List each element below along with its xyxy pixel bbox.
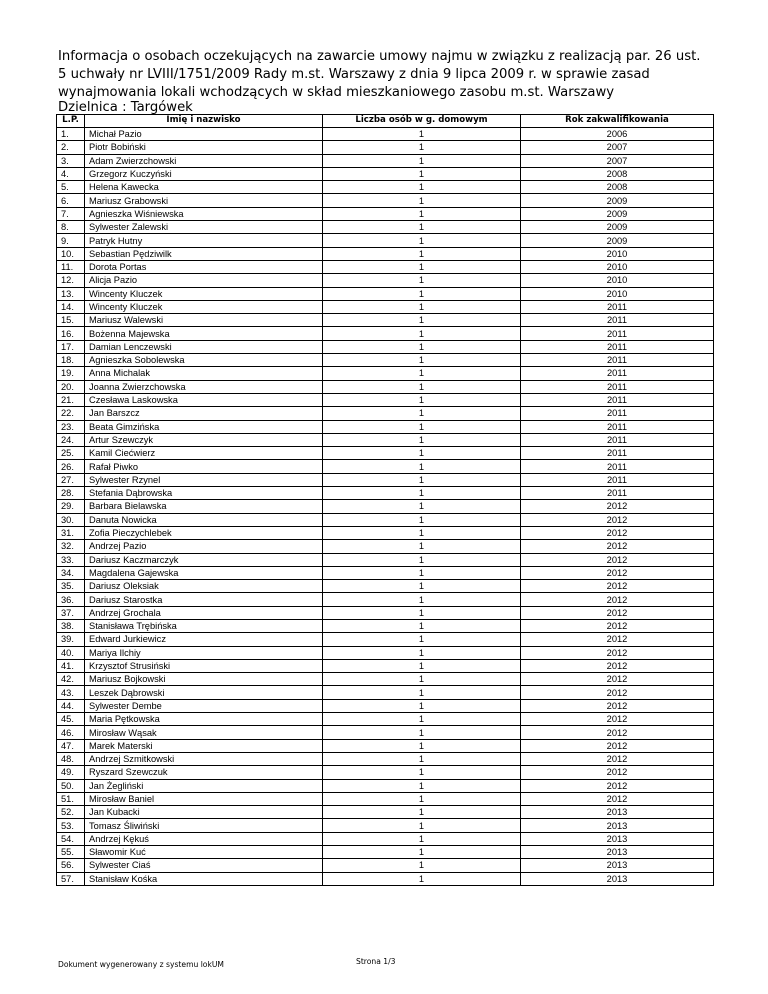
row-household-count: 1 [323, 633, 521, 646]
table-row [57, 713, 714, 726]
row-year: 2008 [521, 181, 714, 194]
row-year: 2011 [521, 354, 714, 367]
row-household-count: 1 [323, 619, 521, 632]
row-household-count: 1 [323, 540, 521, 553]
table-row [57, 473, 714, 486]
row-lp: 54. [57, 832, 85, 845]
row-name: Barbara Bielawska [85, 500, 323, 513]
row-name: Rafał Piwko [85, 460, 323, 473]
row-lp: 18. [57, 354, 85, 367]
row-lp: 12. [57, 274, 85, 287]
row-name: Tomasz Śliwiński [85, 819, 323, 832]
row-year: 2013 [521, 832, 714, 845]
row-lp: 30. [57, 513, 85, 526]
table-row [57, 234, 714, 247]
table-row [57, 526, 714, 539]
row-household-count: 1 [323, 287, 521, 300]
table-row [57, 699, 714, 712]
row-year: 2011 [521, 407, 714, 420]
heading-line-3: wynajmowania lokali wchodzących w skład mieszkaniowego zasobu m.st. Warszawy [58, 85, 615, 100]
row-name: Mariusz Walewski [85, 314, 323, 327]
row-lp: 44. [57, 699, 85, 712]
row-household-count: 1 [323, 872, 521, 885]
row-lp: 46. [57, 726, 85, 739]
row-household-count: 1 [323, 460, 521, 473]
heading-line-1: Informacja o osobach oczekujących na zawarcie umowy najmu w związku z realizacją par. 26 ust. [58, 49, 701, 64]
table-row [57, 686, 714, 699]
row-year: 2007 [521, 141, 714, 154]
row-year: 2009 [521, 194, 714, 207]
row-household-count: 1 [323, 726, 521, 739]
row-year: 2012 [521, 779, 714, 792]
row-lp: 34. [57, 566, 85, 579]
table-row [57, 513, 714, 526]
row-name: Wincenty Kluczek [85, 287, 323, 300]
row-lp: 27. [57, 473, 85, 486]
table-row [57, 181, 714, 194]
row-lp: 45. [57, 713, 85, 726]
row-year: 2012 [521, 752, 714, 765]
row-household-count: 1 [323, 194, 521, 207]
row-name: Michał Pazio [85, 128, 323, 141]
row-household-count: 1 [323, 407, 521, 420]
row-name: Stanisław Kośka [85, 872, 323, 885]
row-household-count: 1 [323, 593, 521, 606]
table-row [57, 207, 714, 220]
row-year: 2012 [521, 673, 714, 686]
row-lp: 25. [57, 447, 85, 460]
row-year: 2011 [521, 367, 714, 380]
row-lp: 28. [57, 487, 85, 500]
row-lp: 53. [57, 819, 85, 832]
row-household-count: 1 [323, 128, 521, 141]
row-name: Sławomir Kuć [85, 846, 323, 859]
table-row [57, 832, 714, 845]
table-row [57, 859, 714, 872]
row-name: Dariusz Kaczmarczyk [85, 553, 323, 566]
row-household-count: 1 [323, 393, 521, 406]
row-year: 2012 [521, 633, 714, 646]
row-lp: 36. [57, 593, 85, 606]
row-household-count: 1 [323, 207, 521, 220]
row-year: 2013 [521, 819, 714, 832]
table-row [57, 673, 714, 686]
row-name: Joanna Zwierzchowska [85, 380, 323, 393]
row-household-count: 1 [323, 447, 521, 460]
table-row [57, 300, 714, 313]
document-heading [58, 48, 712, 102]
row-name: Stefania Dąbrowska [85, 487, 323, 500]
row-name: Bożenna Majewska [85, 327, 323, 340]
table-row [57, 500, 714, 513]
footer-generated-note: Dokument wygenerowany z systemu lokUM [58, 960, 224, 969]
row-lp: 11. [57, 260, 85, 273]
row-year: 2012 [521, 566, 714, 579]
row-lp: 22. [57, 407, 85, 420]
row-year: 2010 [521, 287, 714, 300]
row-lp: 1. [57, 128, 85, 141]
table-row [57, 752, 714, 765]
row-name: Dariusz Starostka [85, 593, 323, 606]
row-household-count: 1 [323, 792, 521, 805]
row-name: Alicja Pazio [85, 274, 323, 287]
table-row [57, 447, 714, 460]
row-household-count: 1 [323, 699, 521, 712]
row-household-count: 1 [323, 846, 521, 859]
table-row [57, 646, 714, 659]
table-row [57, 167, 714, 180]
row-household-count: 1 [323, 806, 521, 819]
row-lp: 15. [57, 314, 85, 327]
row-name: Czesława Laskowska [85, 393, 323, 406]
table-row [57, 314, 714, 327]
row-household-count: 1 [323, 314, 521, 327]
row-household-count: 1 [323, 513, 521, 526]
row-year: 2013 [521, 872, 714, 885]
row-lp: 9. [57, 234, 85, 247]
row-lp: 40. [57, 646, 85, 659]
row-name: Jan Żegliński [85, 779, 323, 792]
row-lp: 3. [57, 154, 85, 167]
row-household-count: 1 [323, 473, 521, 486]
row-year: 2012 [521, 606, 714, 619]
table-row [57, 407, 714, 420]
row-household-count: 1 [323, 859, 521, 872]
row-name: Anna Michalak [85, 367, 323, 380]
row-lp: 51. [57, 792, 85, 805]
row-year: 2011 [521, 314, 714, 327]
row-name: Sylwester Ciaś [85, 859, 323, 872]
row-year: 2011 [521, 327, 714, 340]
row-year: 2013 [521, 859, 714, 872]
row-year: 2012 [521, 553, 714, 566]
row-household-count: 1 [323, 526, 521, 539]
row-year: 2012 [521, 500, 714, 513]
row-lp: 5. [57, 181, 85, 194]
row-name: Andrzej Pazio [85, 540, 323, 553]
row-household-count: 1 [323, 500, 521, 513]
row-name: Mirosław Baniel [85, 792, 323, 805]
table-row [57, 846, 714, 859]
row-name: Kamil Ciećwierz [85, 447, 323, 460]
table-row [57, 141, 714, 154]
row-name: Magdalena Gajewska [85, 566, 323, 579]
table-row [57, 806, 714, 819]
row-lp: 55. [57, 846, 85, 859]
row-year: 2012 [521, 526, 714, 539]
row-name: Marek Materski [85, 739, 323, 752]
table-row [57, 566, 714, 579]
row-year: 2011 [521, 460, 714, 473]
row-household-count: 1 [323, 646, 521, 659]
row-year: 2012 [521, 659, 714, 672]
row-household-count: 1 [323, 167, 521, 180]
row-lp: 8. [57, 221, 85, 234]
row-name: Sylwester Rzynel [85, 473, 323, 486]
row-household-count: 1 [323, 819, 521, 832]
row-household-count: 1 [323, 141, 521, 154]
row-name: Andrzej Grochala [85, 606, 323, 619]
header-qualification-year: Rok zakwalifikowania [521, 115, 714, 128]
row-household-count: 1 [323, 300, 521, 313]
waiting-list-table [56, 114, 714, 886]
row-household-count: 1 [323, 327, 521, 340]
row-name: Maria Pętkowska [85, 713, 323, 726]
table-row [57, 460, 714, 473]
row-household-count: 1 [323, 766, 521, 779]
row-name: Jan Kubacki [85, 806, 323, 819]
row-name: Leszek Dąbrowski [85, 686, 323, 699]
table-row [57, 872, 714, 885]
row-year: 2009 [521, 207, 714, 220]
row-year: 2011 [521, 433, 714, 446]
row-lp: 16. [57, 327, 85, 340]
row-household-count: 1 [323, 487, 521, 500]
row-year: 2012 [521, 792, 714, 805]
row-name: Patryk Hutny [85, 234, 323, 247]
row-household-count: 1 [323, 739, 521, 752]
row-lp: 10. [57, 247, 85, 260]
page-number: Strona 1/3 [356, 957, 396, 966]
row-household-count: 1 [323, 221, 521, 234]
row-name: Krzysztof Strusiński [85, 659, 323, 672]
row-household-count: 1 [323, 752, 521, 765]
row-name: Dorota Portas [85, 260, 323, 273]
table-row [57, 633, 714, 646]
row-year: 2011 [521, 380, 714, 393]
row-name: Helena Kawecka [85, 181, 323, 194]
row-lp: 24. [57, 433, 85, 446]
row-lp: 19. [57, 367, 85, 380]
row-lp: 37. [57, 606, 85, 619]
row-household-count: 1 [323, 606, 521, 619]
table-row [57, 606, 714, 619]
row-year: 2009 [521, 221, 714, 234]
table-row [57, 553, 714, 566]
row-year: 2010 [521, 247, 714, 260]
table-row [57, 739, 714, 752]
row-lp: 43. [57, 686, 85, 699]
row-household-count: 1 [323, 154, 521, 167]
row-household-count: 1 [323, 580, 521, 593]
table-row [57, 659, 714, 672]
row-lp: 42. [57, 673, 85, 686]
table-row [57, 194, 714, 207]
row-lp: 14. [57, 300, 85, 313]
row-year: 2011 [521, 393, 714, 406]
row-name: Andrzej Kękuś [85, 832, 323, 845]
row-lp: 31. [57, 526, 85, 539]
table-row [57, 128, 714, 141]
row-name: Dariusz Oleksiak [85, 580, 323, 593]
row-lp: 39. [57, 633, 85, 646]
row-lp: 56. [57, 859, 85, 872]
row-household-count: 1 [323, 247, 521, 260]
row-lp: 38. [57, 619, 85, 632]
row-name: Agnieszka Wiśniewska [85, 207, 323, 220]
row-year: 2012 [521, 580, 714, 593]
row-year: 2012 [521, 540, 714, 553]
row-year: 2008 [521, 167, 714, 180]
table-row [57, 792, 714, 805]
row-lp: 17. [57, 340, 85, 353]
row-year: 2012 [521, 699, 714, 712]
table-row [57, 354, 714, 367]
row-household-count: 1 [323, 380, 521, 393]
header-household-count: Liczba osób w g. domowym [323, 115, 521, 128]
table-row [57, 766, 714, 779]
row-household-count: 1 [323, 686, 521, 699]
row-lp: 52. [57, 806, 85, 819]
row-name: Wincenty Kluczek [85, 300, 323, 313]
row-household-count: 1 [323, 260, 521, 273]
row-name: Andrzej Szmitkowski [85, 752, 323, 765]
row-name: Mariusz Grabowski [85, 194, 323, 207]
row-year: 2012 [521, 686, 714, 699]
table-row [57, 340, 714, 353]
row-year: 2013 [521, 806, 714, 819]
row-household-count: 1 [323, 832, 521, 845]
row-household-count: 1 [323, 354, 521, 367]
row-lp: 48. [57, 752, 85, 765]
row-name: Edward Jurkiewicz [85, 633, 323, 646]
row-name: Mirosław Wąsak [85, 726, 323, 739]
row-year: 2012 [521, 513, 714, 526]
row-lp: 20. [57, 380, 85, 393]
table-row [57, 247, 714, 260]
row-year: 2012 [521, 593, 714, 606]
heading-line-2: 5 uchwały nr LVIII/1751/2009 Rady m.st. Warszawy z dnia 9 lipca 2009 r. w sprawie zasad [58, 67, 650, 82]
row-year: 2009 [521, 234, 714, 247]
row-lp: 32. [57, 540, 85, 553]
row-year: 2013 [521, 846, 714, 859]
table-row [57, 726, 714, 739]
row-year: 2012 [521, 713, 714, 726]
table-row [57, 819, 714, 832]
row-household-count: 1 [323, 181, 521, 194]
row-lp: 35. [57, 580, 85, 593]
table-row [57, 287, 714, 300]
row-year: 2012 [521, 766, 714, 779]
row-name: Danuta Nowicka [85, 513, 323, 526]
row-name: Stanisława Trębińska [85, 619, 323, 632]
header-lp: L.P. [57, 115, 85, 128]
table-row [57, 393, 714, 406]
row-lp: 29. [57, 500, 85, 513]
row-household-count: 1 [323, 234, 521, 247]
row-lp: 49. [57, 766, 85, 779]
row-name: Sylwester Dembe [85, 699, 323, 712]
row-year: 2006 [521, 128, 714, 141]
row-name: Mariusz Bojkowski [85, 673, 323, 686]
row-name: Grzegorz Kuczyński [85, 167, 323, 180]
table-row [57, 580, 714, 593]
row-lp: 57. [57, 872, 85, 885]
row-household-count: 1 [323, 713, 521, 726]
row-year: 2012 [521, 646, 714, 659]
row-household-count: 1 [323, 566, 521, 579]
table-row [57, 779, 714, 792]
table-header-row [57, 115, 714, 128]
row-lp: 23. [57, 420, 85, 433]
row-household-count: 1 [323, 340, 521, 353]
table-row [57, 593, 714, 606]
row-name: Adam Zwierzchowski [85, 154, 323, 167]
table-row [57, 260, 714, 273]
row-name: Zofia Pieczychlebek [85, 526, 323, 539]
table-row [57, 540, 714, 553]
row-household-count: 1 [323, 673, 521, 686]
row-lp: 6. [57, 194, 85, 207]
row-lp: 41. [57, 659, 85, 672]
row-lp: 50. [57, 779, 85, 792]
row-name: Ryszard Szewczuk [85, 766, 323, 779]
table-row [57, 367, 714, 380]
table-row [57, 487, 714, 500]
row-year: 2010 [521, 274, 714, 287]
row-name: Mariya Ilchiy [85, 646, 323, 659]
row-name: Sebastian Pędziwilk [85, 247, 323, 260]
row-year: 2012 [521, 619, 714, 632]
row-lp: 4. [57, 167, 85, 180]
table-row [57, 221, 714, 234]
row-household-count: 1 [323, 553, 521, 566]
table-row [57, 433, 714, 446]
row-name: Sylwester Zalewski [85, 221, 323, 234]
row-year: 2007 [521, 154, 714, 167]
row-year: 2011 [521, 340, 714, 353]
row-lp: 21. [57, 393, 85, 406]
table-row [57, 274, 714, 287]
row-household-count: 1 [323, 779, 521, 792]
row-lp: 26. [57, 460, 85, 473]
row-name: Beata Gimzińska [85, 420, 323, 433]
row-lp: 13. [57, 287, 85, 300]
row-name: Jan Barszcz [85, 407, 323, 420]
row-year: 2011 [521, 487, 714, 500]
row-name: Damian Lenczewski [85, 340, 323, 353]
table-row [57, 327, 714, 340]
row-name: Artur Szewczyk [85, 433, 323, 446]
row-lp: 33. [57, 553, 85, 566]
row-year: 2012 [521, 726, 714, 739]
row-lp: 47. [57, 739, 85, 752]
row-year: 2012 [521, 739, 714, 752]
row-lp: 2. [57, 141, 85, 154]
row-year: 2011 [521, 300, 714, 313]
table-row [57, 154, 714, 167]
table-row [57, 619, 714, 632]
row-year: 2010 [521, 260, 714, 273]
row-household-count: 1 [323, 274, 521, 287]
table-row [57, 380, 714, 393]
row-year: 2011 [521, 447, 714, 460]
row-year: 2011 [521, 473, 714, 486]
row-household-count: 1 [323, 420, 521, 433]
row-lp: 7. [57, 207, 85, 220]
row-name: Agnieszka Sobolewska [85, 354, 323, 367]
header-name: Imię i nazwisko [85, 115, 323, 128]
row-household-count: 1 [323, 433, 521, 446]
district-label: Dzielnica : Targówek [58, 100, 193, 115]
row-name: Piotr Bobiński [85, 141, 323, 154]
table-row [57, 420, 714, 433]
row-year: 2011 [521, 420, 714, 433]
row-household-count: 1 [323, 367, 521, 380]
row-household-count: 1 [323, 659, 521, 672]
